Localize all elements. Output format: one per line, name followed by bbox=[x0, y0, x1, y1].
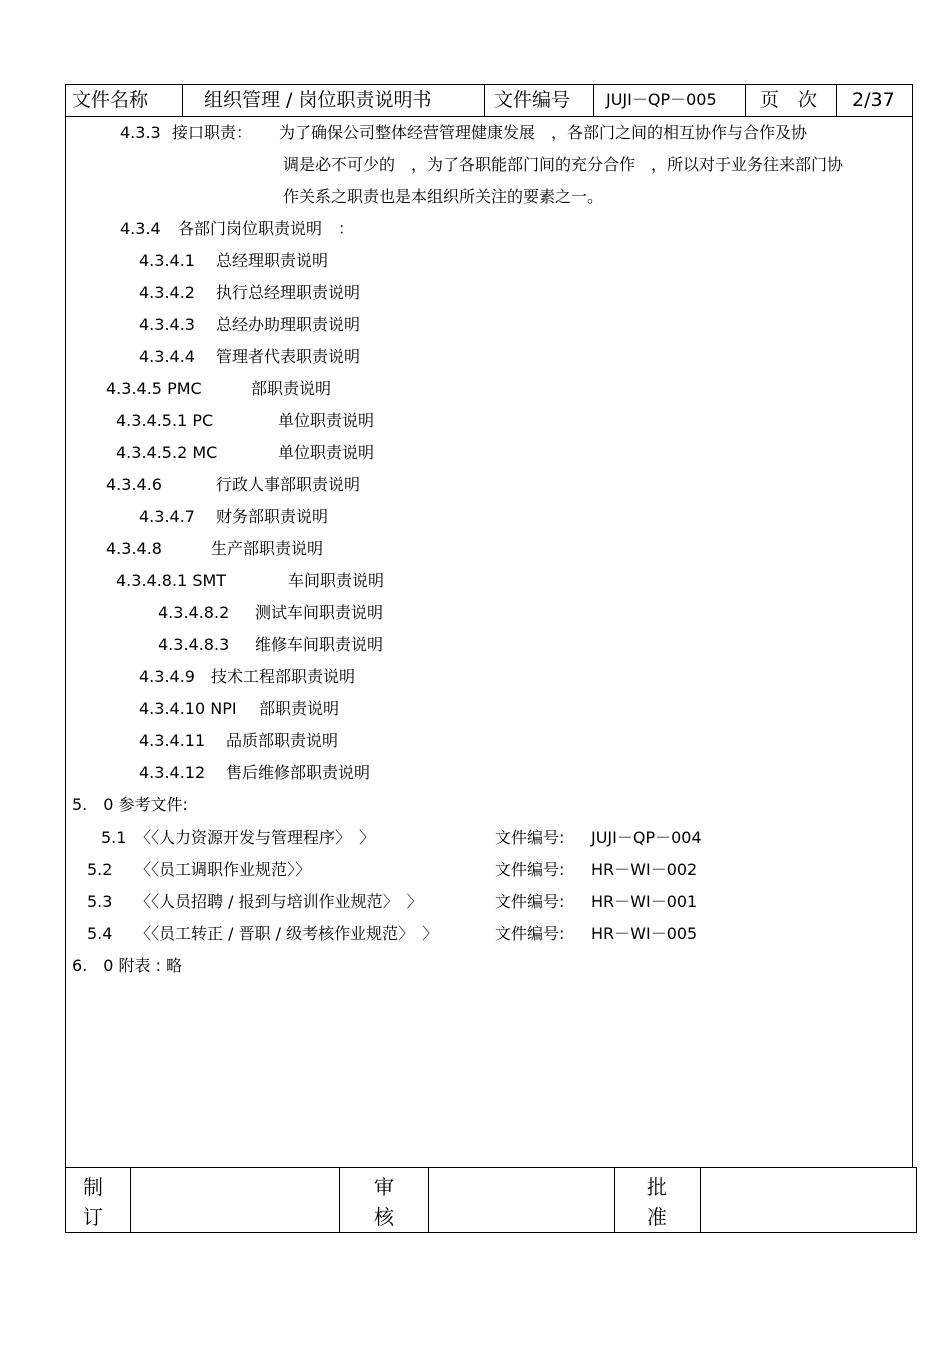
list-item-number: 4.3.4.9 bbox=[139, 667, 195, 686]
ref-number: 5.1 bbox=[101, 828, 127, 847]
list-item-text: 执行总经理职责说明 bbox=[216, 283, 361, 302]
list-item-number: 4.3.4.4 bbox=[139, 347, 195, 366]
file-name-value: 组织管理 / 岗位职责说明书 bbox=[204, 89, 432, 111]
list-item-text: 行政人事部职责说明 bbox=[216, 475, 361, 494]
page-number: 2/37 bbox=[852, 89, 895, 111]
list-item-text: 总经办助理职责说明 bbox=[216, 315, 361, 334]
section-label: 接口职责： bbox=[172, 123, 253, 142]
reviewed-by-label bbox=[364, 1172, 404, 1232]
label-char: 制 bbox=[83, 1175, 103, 1199]
list-item-number: 4.3.4.8.3 bbox=[158, 635, 230, 654]
ref-number: 5.4 bbox=[87, 924, 113, 943]
list-item-number: 4.3.4.7 bbox=[139, 507, 195, 526]
ref-title: 〈〈员工调职作业规范〉〉 bbox=[135, 860, 312, 879]
label-char: 准 bbox=[647, 1205, 667, 1229]
ref-title: 〈〈员工转正 / 晋职 / 级考核作业规范〉 〉 bbox=[135, 924, 439, 943]
list-item-text: 单位职责说明 bbox=[278, 411, 375, 430]
label-char: 审 bbox=[374, 1175, 394, 1199]
list-item-text: 各部门岗位职责说明 ： bbox=[178, 219, 355, 238]
list-item-text: 技术工程部职责说明 bbox=[211, 667, 356, 686]
list-item-number: 4.3.4.8 bbox=[106, 539, 162, 558]
ref-number: 5.2 bbox=[87, 860, 113, 879]
list-item-text: 生产部职责说明 bbox=[211, 539, 324, 558]
list-item-text: 车间职责说明 bbox=[288, 571, 385, 590]
ref-title: 〈〈人力资源开发与管理程序〉 〉 bbox=[135, 828, 376, 847]
made-by-label bbox=[73, 1172, 113, 1232]
paragraph-line: 调是必不可少的 ，为了各职能部门间的充分合作 ，所以对于业务往来部门协 bbox=[283, 155, 844, 174]
ref-code: HR－WI－001 bbox=[591, 892, 698, 911]
label-char: 核 bbox=[374, 1205, 394, 1229]
list-item-number: 4.3.4.2 bbox=[139, 283, 195, 302]
ref-title: 〈〈人员招聘 / 报到与培训作业规范〉 〉 bbox=[135, 892, 423, 911]
paragraph-line: 为了确保公司整体经营管理健康发展 ，各部门之间的相互协作与合作及协 bbox=[279, 123, 808, 142]
list-item-text: 测试车间职责说明 bbox=[255, 603, 384, 622]
list-item-text: 财务部职责说明 bbox=[216, 507, 329, 526]
ref-code: JUJI－QP－004 bbox=[591, 828, 702, 847]
ref-code-label: 文件编号: bbox=[495, 892, 565, 911]
list-item-number: 4.3.4.12 bbox=[139, 763, 206, 782]
list-item-text: 部职责说明 bbox=[251, 379, 332, 398]
section-number: 4.3.3 bbox=[120, 123, 161, 142]
list-item-text: 品质部职责说明 bbox=[226, 731, 339, 750]
list-item-number: 4.3.4 bbox=[120, 219, 161, 238]
list-item-number: 4.3.4.1 bbox=[139, 251, 195, 270]
list-item-text: 部职责说明 bbox=[259, 699, 340, 718]
list-item-number: 4.3.4.3 bbox=[139, 315, 195, 334]
list-item-number: 4.3.4.10 NPI bbox=[139, 699, 237, 718]
list-item-number: 4.3.4.5 PMC bbox=[106, 379, 202, 398]
list-item-number: 4.3.4.5.1 PC bbox=[116, 411, 214, 430]
page-label: 页 次 bbox=[760, 89, 818, 111]
list-item-number: 4.3.4.8.1 SMT bbox=[116, 571, 227, 590]
appendix-line: 6. 0 附表 : 略 bbox=[72, 956, 183, 975]
list-item-number: 4.3.4.11 bbox=[139, 731, 206, 750]
file-name-label: 文件名称 bbox=[72, 89, 149, 111]
ref-code-label: 文件编号: bbox=[495, 924, 565, 943]
ref-number: 5.3 bbox=[87, 892, 113, 911]
label-char: 批 bbox=[647, 1175, 667, 1199]
label-char: 订 bbox=[83, 1205, 103, 1229]
list-item-text: 维修车间职责说明 bbox=[255, 635, 384, 654]
list-item-text: 售后维修部职责说明 bbox=[226, 763, 371, 782]
list-item-number: 4.3.4.6 bbox=[106, 475, 162, 494]
list-item-number: 4.3.4.5.2 MC bbox=[116, 443, 218, 462]
ref-code: HR－WI－005 bbox=[591, 924, 698, 943]
paragraph-line: 作关系之职责也是本组织所关注的要素之一。 bbox=[283, 187, 604, 206]
list-item-text: 管理者代表职责说明 bbox=[216, 347, 361, 366]
list-item-number: 4.3.4.8.2 bbox=[158, 603, 230, 622]
list-item-text: 单位职责说明 bbox=[278, 443, 375, 462]
section-heading: 5. 0 参考文件: bbox=[72, 795, 188, 814]
list-item-text: 总经理职责说明 bbox=[216, 251, 329, 270]
ref-code-label: 文件编号: bbox=[495, 828, 565, 847]
file-code-label: 文件编号 bbox=[494, 89, 571, 111]
ref-code-label: 文件编号: bbox=[495, 860, 565, 879]
file-code-value: JUJI－QP－005 bbox=[606, 90, 717, 109]
approved-by-label bbox=[637, 1172, 677, 1232]
ref-code: HR－WI－002 bbox=[591, 860, 698, 879]
